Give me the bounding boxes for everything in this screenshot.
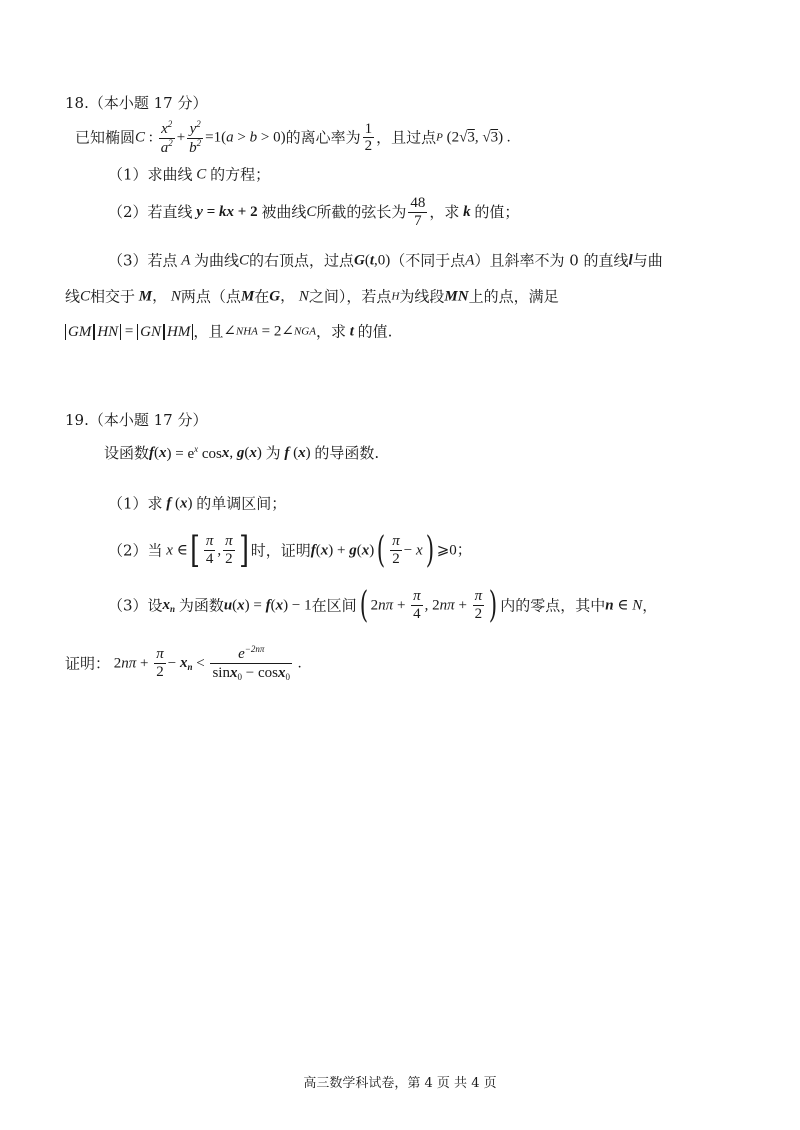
q18-part2: （2）若直线 y = kx + 2 被曲线C所截的弦长为 $\frac{48}{7}$ ，求 k 的值； [108, 195, 520, 229]
q19-intro: 设函数$f(x) = e^x$ cosx, g(x) 为 f (x) 的导函数. [104, 444, 380, 462]
q18-part1: （1）求曲线 C 的方程； [108, 165, 271, 184]
q19-part2: （2）当 x ∈[ $\frac{\pi}{4}$ , $\frac{\pi}{2}$ ] 时，证明f(x) + g(x)( $\frac{\pi}{2}$ − x) ⩾0； [108, 530, 472, 571]
q19-part3: （3）设$x_n$ 为函数u(x) = f(x) − 1在区间( 2nπ + $\frac{\pi}{4}$ , 2nπ + $\frac{\pi}{2}$ ) 内的零点，其中n ∈ N， [108, 585, 658, 626]
q18-part3-line3: GM HN = GN HM ，且∠NHA = 2∠NGA，求 t 的值. [65, 324, 392, 340]
q19-proof: 证明： 2nπ + $\frac{\pi}{2}$ − $x_n$ < $\frac{e^{-2n\pi}}{\sin x_0 - \cos x_0}$ . [65, 644, 302, 682]
q19-part1: （1）求 f (x) 的单调区间； [108, 494, 287, 513]
q19-header: 19.（本小题 17 分） [65, 411, 208, 429]
q18-header: 18.（本小题 17 分） [65, 94, 208, 112]
q18-intro: 已知椭圆C : $\frac{x^2}{a^2}$ + $\frac{y^2}{b^2}$ =1(a > b > 0)的离心率为 $\frac{1}{2}$ ，且过点P (2√3, √3) . [75, 119, 511, 156]
q18-part3-line2: 线C相交于 M， N两点（点M在G， N之间），若点H为线段MN上的点，满足 [65, 287, 559, 306]
page-footer: 高三数学科试卷，第 4 页 共 4 页 [303, 1076, 497, 1091]
q18-part3-line1: （3）若点 A 为曲线C的右顶点，过点G(t,0)（不同于点A）且斜率不为 0 的直线l与曲 [108, 251, 663, 270]
